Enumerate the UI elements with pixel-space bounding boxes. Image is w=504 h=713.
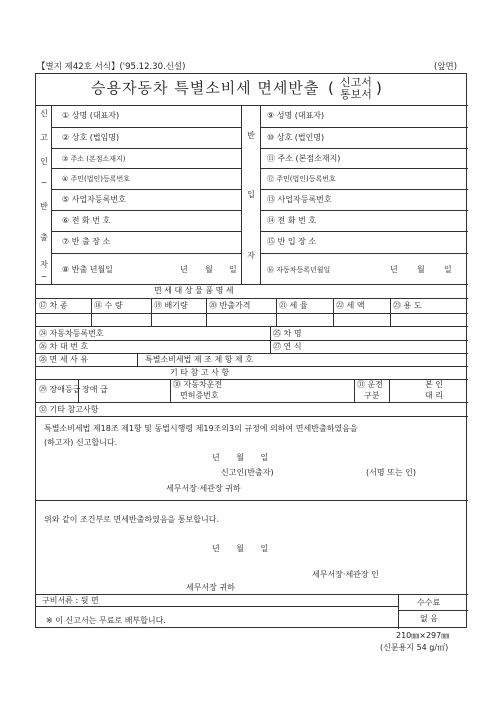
field-buyer-business-number: ⑬ 사업자등록번호: [267, 195, 332, 204]
free-distribution-note: ※ 이 신고서는 무료로 배부합니다.: [46, 616, 166, 625]
col-price: ⑳ 반출가격: [209, 301, 251, 310]
paper-type: (신문용지 54 g/㎡): [380, 643, 449, 652]
left-vertical-char: 출: [40, 233, 48, 242]
chassis-number-label: ㉖ 차 대 번 호: [39, 342, 89, 351]
fee-label: 수수료: [417, 598, 441, 607]
notification-date: 년 월 일: [212, 544, 269, 553]
col-displacement: ⑲ 배기량: [154, 301, 188, 310]
field-buyer-company: ⑩ 상호 (법인명): [267, 133, 325, 142]
driving-label-line2: 구분: [364, 391, 380, 400]
left-vertical-char: 자: [40, 260, 48, 269]
field-buyer-phone: ⑭ 전 화 번 호: [267, 216, 317, 225]
car-name-label: ㉕ 차 명: [273, 329, 302, 338]
form-number: 【별지 제42호 서식】('95.12.30.신설): [37, 62, 186, 72]
col-quantity: ⑱ 수 량: [94, 301, 123, 310]
field-name-representative: ① 상명 (대표자): [62, 111, 120, 120]
col-vehicle-type: ⑰ 차 종: [39, 301, 68, 310]
declaration-recipient: 세무서장·세관장 귀하: [166, 484, 241, 493]
signature-label: (서명 또는 인): [366, 468, 416, 477]
field-address: ③ 주소 (본점소재지): [62, 155, 126, 163]
col-tax-amount: ㉒ 세 액: [336, 301, 365, 310]
declaration-form: [35, 73, 467, 628]
title-stack-top: 신고서: [340, 76, 372, 89]
title-stack-bottom: 통보서: [340, 88, 372, 101]
reg-date-month: 월: [417, 265, 425, 274]
shipping-date-day: 일: [229, 265, 237, 274]
left-vertical-char: ~: [40, 178, 48, 187]
fee-value: 없 음: [420, 614, 438, 623]
reg-date-year: 년: [390, 265, 398, 274]
notification-text: 위와 같이 조건부로 면세반출하였음을 통보합니다.: [44, 515, 220, 524]
field-shipping-date: ⑧ 반출 년월일: [62, 265, 113, 274]
vehicle-reg-number-label: ㉔ 자동차등록번호: [39, 329, 104, 338]
shipping-date-year: 년: [180, 265, 188, 274]
driver-self-option: 본 인: [425, 380, 443, 389]
disability-grade-value: 장애 급: [82, 385, 108, 394]
field-company-name: ② 상호 (법임명): [62, 133, 120, 142]
field-buyer-resident-number: ⑫ 주민(법인)등록번호: [267, 175, 336, 183]
license-label-line1: ㉚ 자동차운전: [173, 380, 223, 389]
exemption-reason-value: 특별소비세법 제 조 제 항 제 호: [145, 355, 253, 364]
col-tax-rate: ㉑ 세 율: [279, 301, 308, 310]
col-usage: ㉓ 용 도: [393, 301, 422, 310]
applicant-label: 신고인(반출자): [221, 468, 274, 477]
driving-label-line1: ㉛ 운전: [357, 380, 383, 389]
license-label-line2: 면허증번호: [180, 391, 219, 400]
exemption-reason-label: ㉘ 면 세 사 유: [39, 355, 89, 364]
right-vertical-char: 입: [247, 190, 255, 199]
attachments-note: 구비서류 : 뒷 면: [42, 596, 99, 605]
field-shipping-place: ⑦ 반 출 장 소: [62, 237, 111, 246]
left-vertical-char: ~: [40, 272, 48, 281]
other-notes-label: ㉜ 기타 참고사항: [39, 405, 99, 414]
right-vertical-char: 자: [247, 251, 255, 260]
goods-section-title: 면 세 대 상 물 품 명 세: [154, 286, 234, 295]
other-section-title: 기 타 참 고 사 항: [170, 368, 230, 377]
notification-issuer: 세무서장·세관장 인: [312, 570, 379, 579]
paper-size: 210㎜×297㎜: [396, 631, 450, 640]
left-vertical-char: 고: [40, 133, 48, 142]
right-vertical-char: 반: [247, 131, 255, 140]
field-vehicle-registration-date: ⑯ 자동차등록년월일: [267, 266, 331, 274]
reg-date-day: 일: [444, 265, 452, 274]
field-business-number: ⑤ 사업자등록번호: [62, 195, 126, 204]
title-paren-close: ): [376, 79, 383, 97]
field-buyer-address: ⑪ 주소 (본점소재지): [267, 154, 341, 163]
driver-proxy-option: 대 리: [425, 391, 443, 400]
page-side-label: (앞면): [434, 62, 458, 72]
form-title: 승용자동차 특별소비세 면세반출: [91, 79, 320, 97]
left-vertical-char: 인: [40, 157, 48, 166]
disability-grade-label: ㉙ 장애등급: [39, 385, 81, 394]
shipping-date-month: 월: [205, 265, 213, 274]
model-year-label: ㉗ 연 식: [273, 342, 302, 351]
title-paren-open: (: [328, 79, 335, 97]
left-vertical-char: 신: [40, 109, 48, 118]
left-vertical-char: 반: [40, 202, 48, 211]
declaration-line-1: 특별소비세법 제18조 제1항 및 동법시행령 제19조의3의 규정에 의하여 면세반출하였음을: [44, 424, 358, 433]
field-receiving-place: ⑮ 반 입 장 소: [267, 237, 317, 246]
field-buyer-name: ⑨ 성명 (대표자): [267, 111, 325, 120]
declaration-line-2: (하고자) 신고합니다.: [44, 438, 118, 447]
declaration-date: 년 월 일: [212, 453, 269, 462]
field-resident-number: ④ 주민(법인)등록번호: [62, 175, 131, 183]
notification-recipient: 세무서장 귀하: [186, 583, 235, 592]
field-phone: ⑥ 전 화 번 호: [62, 216, 111, 225]
